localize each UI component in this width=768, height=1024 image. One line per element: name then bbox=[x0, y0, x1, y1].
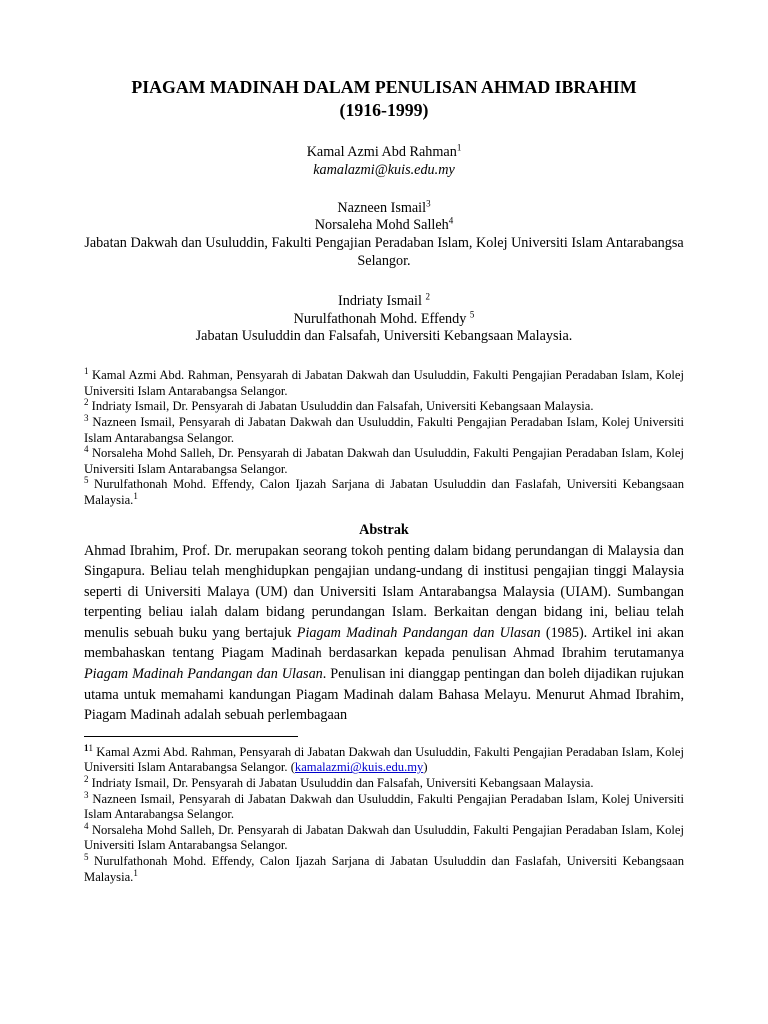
author-indriaty-sup: 2 bbox=[425, 291, 430, 302]
footnote-3: $^3$ Nazneen Ismail, Pensyarah di Jabatan Dakwah dan Usuluddin, Fakulti Pengajian Peradaban Islam, Kolej Universiti Islam Antarabangsa Selangor. bbox=[84, 789, 684, 822]
abstract-heading: Abstrak bbox=[359, 521, 409, 538]
affil-note-2: $^2$ Indriaty Ismail, Dr. Pensyarah di Jabatan Usuluddin dan Falsafah, Universiti Kebangsaan Malaysia. bbox=[84, 397, 594, 414]
title-line-2: (1916-1999) bbox=[339, 100, 429, 120]
footnote-2: $^2$ Indriaty Ismail, Dr. Pensyarah di Jabatan Usuluddin dan Falsafah, Universiti Kebangsaan Malaysia. bbox=[84, 773, 594, 791]
author-block-3 bbox=[84, 293, 684, 346]
book-title-1: Piagam Madinah Pandangan dan Ulasan bbox=[296, 624, 541, 641]
author-kamal-sup: 1 bbox=[456, 142, 462, 153]
author-nurulfathonah-sup: 5 bbox=[469, 308, 475, 319]
author-nazneen: Nazneen Ismail$^3$ bbox=[337, 197, 431, 216]
author-block-1 bbox=[84, 144, 684, 180]
author-block-2 bbox=[84, 197, 684, 271]
affil-note-3: $^3$ Nazneen Ismail, Pensyarah di Jabatan Dakwah dan Usuluddin, Fakulti Pengajian Peradaban Islam, Kolej Universiti Islam Antarabangsa Selangor. bbox=[84, 412, 684, 445]
author-norsaleha: Norsaleha Mohd Salleh$^4$ bbox=[314, 215, 454, 234]
footnote-5: $^5$ Nurulfathonah Mohd. Effendy, Calon Ijazah Sarjana di Jabatan Usuluddin dan Faslafah, Universiti Kebangsaan Malaysia.$^1$ bbox=[84, 851, 684, 884]
footnotes bbox=[84, 742, 684, 885]
paper-title bbox=[84, 76, 684, 122]
abstract-text: Ahmad Ibrahim, Prof. Dr. merupakan seorang tokoh penting dalam bidang perundangan di Malaysia dan Singapura. Beliau telah menghidupkan pengajian undang-undang di institusi pengajian tinggi Malaysia seperti di Universiti Malaya (UM) dan Universiti Islam Antarabangsa Malaysia (UIAM). Sumbangan terpenting beliau ialah dalam bidang perundangan Islam. Berkaitan dengan bidang ini, beliau telah menulis sebuah buku yang bertajuk Piagam Madinah Pandangan dan Ulasan (1985). Artikel ini akan membahaskan tentang Piagam Madinah berdasarkan kepada penulisan Ahmad Ibrahim terutamanya Piagam Madinah Pandangan dan Ulasan. Penulisan ini dianggap pentingan dan boleh dijadikan rujukan utama untuk memahami kandungan Piagam Madinah dalam Bahasa Melayu. Menurut Ahmad Ibrahim, Piagam Madinah adalah sebuah perlembagaan bbox=[84, 542, 684, 724]
author-nurulfathonah: Nurulfathonah Mohd. Effendy $^5$ bbox=[293, 308, 475, 327]
affiliation-notes bbox=[84, 365, 684, 508]
affiliation-ukm: Jabatan Usuluddin dan Falsafah, Universiti Kebangsaan Malaysia. bbox=[195, 328, 573, 345]
affiliation-kuis: Jabatan Dakwah dan Usuluddin, Fakulti Pengajian Peradaban Islam, Kolej Universiti Islam Antarabangsa Selangor. bbox=[84, 235, 684, 269]
footnote-email-link[interactable]: kamalazmi@kuis.edu.my bbox=[294, 760, 424, 775]
affil-note-1: $^1$ Kamal Azmi Abd. Rahman, Pensyarah di Jabatan Dakwah dan Usuluddin, Fakulti Pengajian Peradaban Islam, Kolej Universiti Islam Antarabangsa Selangor. bbox=[84, 365, 684, 398]
author-kamal: Kamal Azmi Abd Rahman$^1$ bbox=[306, 142, 462, 160]
footnote-4: $^4$ Norsaleha Mohd Salleh, Dr. Pensyarah di Jabatan Dakwah dan Usuluddin, Fakulti Pengajian Peradaban Islam, Kolej Universiti Islam Antarabangsa Selangor. bbox=[84, 820, 684, 853]
title-line-1: PIAGAM MADINAH DALAM PENULISAN AHMAD IBRAHIM bbox=[131, 77, 637, 97]
affil-note-5: $^5$ Nurulfathonah Mohd. Effendy, Calon Ijazah Sarjana di Jabatan Usuluddin dan Faslafah, Universiti Kebangsaan Malaysia.$^1$ bbox=[84, 475, 684, 507]
author-norsaleha-sup: 4 bbox=[448, 215, 454, 226]
book-title-2: Piagam Madinah Pandangan dan Ulasan bbox=[84, 666, 323, 683]
author-kamal-email[interactable]: kamalazmi@kuis.edu.my bbox=[313, 161, 455, 178]
author-nazneen-sup: 3 bbox=[426, 197, 431, 208]
affil-note-4: $^4$ Norsaleha Mohd Salleh, Dr. Pensyarah di Jabatan Dakwah dan Usuluddin, Fakulti Pengajian Peradaban Islam, Kolej Universiti Islam Antarabangsa Selangor. bbox=[84, 443, 684, 476]
footnote-separator bbox=[84, 736, 298, 737]
author-indriaty: Indriaty Ismail $^2$ bbox=[338, 291, 430, 309]
footnote-1: $^{11}$ Kamal Azmi Abd. Rahman, Pensyarah di Jabatan Dakwah dan Usuluddin, Fakulti Pengajian Peradaban Islam, Kolej Universiti Islam Antarabangsa Selangor. (kamalazmi@kuis.edu.my) bbox=[84, 742, 684, 775]
